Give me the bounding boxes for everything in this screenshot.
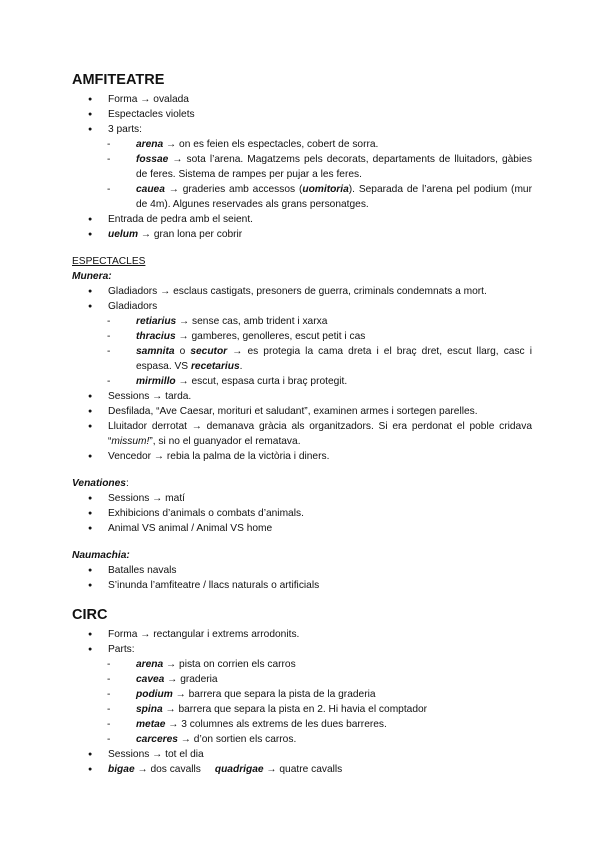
term: metae (136, 719, 166, 730)
definition: ). Separada de l’arena pel podium (mur de 4m). Algunes reservades als grans personatges. (136, 184, 532, 210)
text: Lluitador derrotat → demanava gràcia als organitzadors. Si era perdonat el poble cridava “ (108, 421, 532, 447)
list-item: ● Batalles navals (72, 563, 532, 578)
list-item: ● Exhibicions d’animals o combats d’animals. (72, 506, 532, 521)
text: ”, si no el guanyador el rematava. (149, 436, 301, 447)
definition: → barrera que separa la pista de la graderia (172, 689, 376, 700)
list-item: ● Animal VS animal / Animal VS home (72, 521, 532, 536)
list-item-uelum (72, 227, 532, 242)
list-item-thracius (72, 329, 532, 344)
term: secutor (190, 346, 228, 357)
term: samnita (136, 346, 175, 357)
list-item-fossae (72, 152, 532, 182)
term: uomitoria (302, 184, 349, 195)
definition: → gran lona per cobrir (138, 229, 243, 240)
connector: o (174, 346, 191, 357)
definition: → es protegia la cama dreta i el braç dret, escut llarg, casc i espasa. VS (136, 346, 532, 372)
circ-list (72, 627, 532, 777)
definition: → graderia (164, 674, 218, 685)
term: quadrigae (214, 764, 264, 775)
naumachia-heading: Naumachia: (72, 550, 130, 561)
list-item: ● Sessions → matí (72, 491, 532, 506)
list-item: ● Sessions → tarda. (72, 389, 532, 404)
espectacles-heading: ESPECTACLES (72, 256, 146, 267)
colon: : (125, 478, 129, 489)
document-page (72, 72, 532, 777)
list-item: ● Sessions → tot el dia (72, 747, 532, 762)
term: mirmillo (136, 376, 176, 387)
spacer (72, 593, 532, 607)
term: podium (136, 689, 173, 700)
term: arena (136, 659, 164, 670)
list-item: ● Entrada de pedra amb el seient. (72, 212, 532, 227)
term: uelum (108, 229, 139, 240)
list-item-lluitador (72, 419, 532, 449)
list-item-carros (72, 762, 532, 777)
definition: → dos cavalls (134, 764, 201, 775)
spacer (72, 464, 532, 476)
list-item: ● Gladiadors → esclaus castigats, presoners de guerra, criminals condemnats a mort. (72, 284, 532, 299)
circ-heading: CIRC (72, 607, 108, 623)
munera-list (72, 284, 532, 464)
list-item-metae (72, 717, 532, 732)
munera-heading: Munera: (72, 271, 112, 282)
definition: → gamberes, genolleres, escut petit i cas (175, 331, 366, 342)
definition: → barrera que separa la pista en 2. Hi havia el comptador (162, 704, 428, 715)
term: bigae (108, 764, 135, 775)
definition: → sota l’arena. Magatzems pels decorats, departaments de lluitadors, gàbies de feres. Sistema de rampes per pujar a les feres. (136, 154, 532, 180)
list-item: ● Gladiadors (72, 299, 532, 314)
spacer (72, 536, 532, 548)
list-item-arena (72, 137, 532, 152)
list-item: ● 3 parts: (72, 122, 532, 137)
definition: → quatre cavalls (263, 764, 343, 775)
list-item: ● Espectacles violets (72, 107, 532, 122)
term: spina (136, 704, 163, 715)
list-item-mirmillo (72, 374, 532, 389)
definition: → graderies amb accessos ( (164, 184, 303, 195)
definition: → sense cas, amb trident i xarxa (176, 316, 328, 327)
quote: missum! (111, 436, 150, 447)
list-item: ● Vencedor → rebia la palma de la victòria i diners. (72, 449, 532, 464)
term: carceres (136, 734, 178, 745)
list-item-arena (72, 657, 532, 672)
list-item: ● Desfilada, “Ave Caesar, morituri et saludant”, examinen armes i sortegen parelles. (72, 404, 532, 419)
venationes-list (72, 491, 532, 536)
term: retiarius (136, 316, 177, 327)
list-item-samnita (72, 344, 532, 374)
list-item-spina (72, 702, 532, 717)
spacer (72, 242, 532, 254)
list-item-cavea (72, 672, 532, 687)
list-item: ● Forma → ovalada (72, 92, 532, 107)
term: thracius (136, 331, 176, 342)
list-item-podium (72, 687, 532, 702)
amfiteatre-list (72, 92, 532, 242)
list-item-cauea (72, 182, 532, 212)
venationes-heading (72, 476, 532, 491)
definition: → escut, espasa curta i braç protegit. (175, 376, 348, 387)
list-item: ● Parts: (72, 642, 532, 657)
naumachia-list (72, 563, 532, 593)
term: arena (136, 139, 164, 150)
list-item-retiarius (72, 314, 532, 329)
term: cauea (136, 184, 165, 195)
term: cavea (136, 674, 165, 685)
definition: → pista on corrien els carros (163, 659, 296, 670)
definition: → 3 columnes als extrems de les dues barreres. (165, 719, 387, 730)
term: fossae (136, 154, 169, 165)
list-item: ● S’inunda l’amfiteatre / llacs naturals o artificials (72, 578, 532, 593)
punctuation: . (239, 361, 243, 372)
amfiteatre-heading: AMFITEATRE (72, 72, 165, 88)
definition: → on es feien els espectacles, cobert de sorra. (163, 139, 379, 150)
term: recetarius (190, 361, 240, 372)
definition: → d’on sortien els carros. (177, 734, 297, 745)
list-item: ● Forma → rectangular i extrems arrodonits. (72, 627, 532, 642)
venationes-title: Venationes (72, 478, 126, 489)
list-item-carceres (72, 732, 532, 747)
